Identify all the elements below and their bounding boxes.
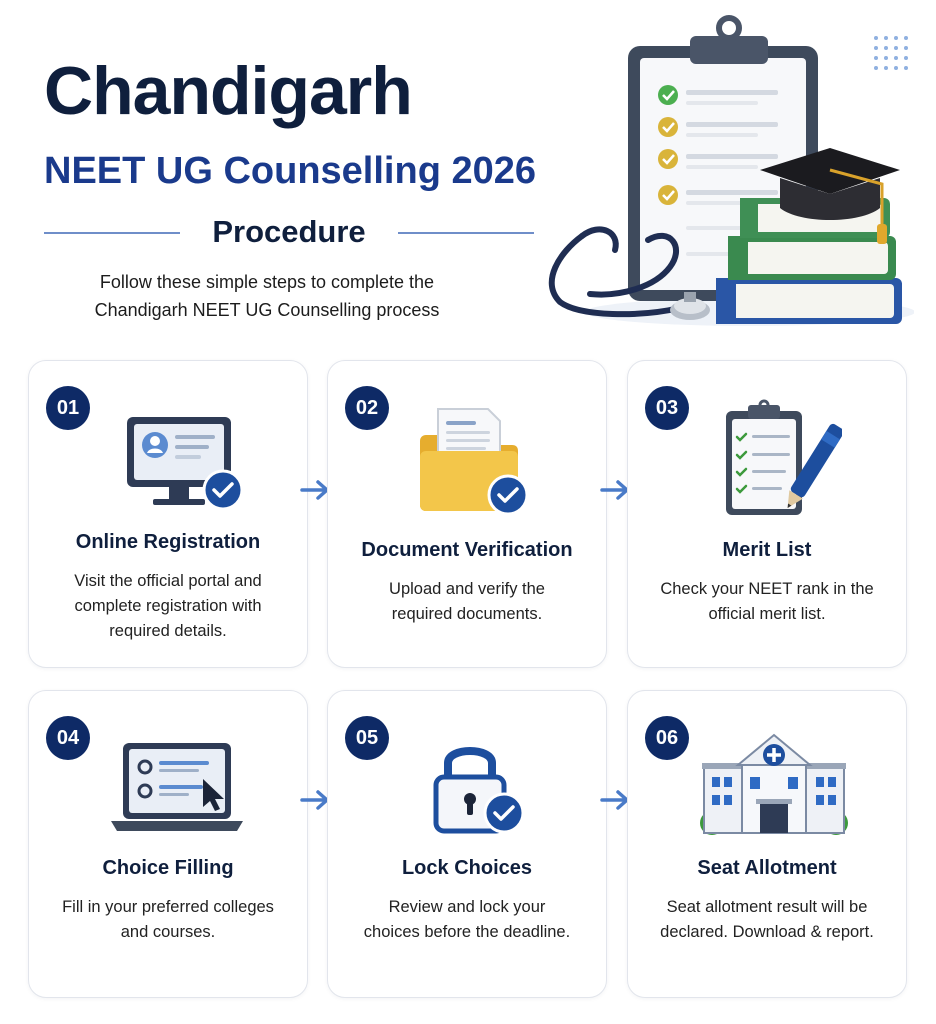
hospital-icon [694,725,854,839]
intro-text [44,268,490,324]
padlock-icon [428,735,538,839]
step-desc-line: complete registration with [74,597,262,615]
page-title: Chandigarh [44,53,412,129]
step-desc-line: Visit the official portal and [74,572,262,590]
section-heading [44,210,534,256]
laptop-cursor-icon [107,739,247,839]
step-number-badge: 03 [645,386,689,430]
step-desc-line: Check your NEET rank in the [660,580,874,598]
section-heading-text: Procedure [212,214,366,249]
step-desc-line: and courses. [120,923,216,941]
step-number-badge: 01 [46,386,90,430]
step-desc-line: choices before the deadline. [363,923,571,941]
step-desc-line: Fill in your preferred colleges [62,898,274,916]
monitor-profile-icon [123,413,253,517]
hero-illustration [530,12,914,342]
intro-line-2: Chandigarh NEET UG Counselling process [94,300,440,320]
step-title: Lock Choices [401,857,533,879]
step-number-badge: 04 [46,716,90,760]
step-card-3 [627,360,907,668]
step-number-badge: 02 [345,386,389,430]
step-number-badge: 06 [645,716,689,760]
step-desc-line: Seat allotment result will be [666,898,868,916]
step-description [47,569,289,644]
step-description [646,577,888,627]
step-title: Choice Filling [102,857,234,879]
step-card-5 [327,690,607,998]
step-description [346,577,588,627]
step-desc-line: Review and lock your [388,898,546,916]
step-title: Online Registration [75,531,261,553]
step-desc-line: declared. Download & report. [660,923,874,941]
step-card-4 [28,690,308,998]
intro-line-1: Follow these simple steps to complete the [99,272,435,292]
step-description [646,895,888,945]
step-description [346,895,588,945]
step-desc-line: Upload and verify the [389,580,545,598]
step-title: Merit List [722,539,812,561]
step-description [47,895,289,945]
clipboard-pen-icon [722,399,842,519]
step-card-6 [627,690,907,998]
step-card-1 [28,360,308,668]
folder-document-icon [416,405,540,521]
step-card-2 [327,360,607,668]
step-title: Document Verification [361,539,573,561]
page-subtitle: NEET UG Counselling 2026 [44,150,536,192]
step-desc-line: required documents. [391,605,543,623]
step-number-badge: 05 [345,716,389,760]
step-desc-line: official merit list. [708,605,826,623]
divider-right [398,232,534,234]
step-title: Seat Allotment [697,857,837,879]
step-desc-line: required details. [109,622,227,640]
